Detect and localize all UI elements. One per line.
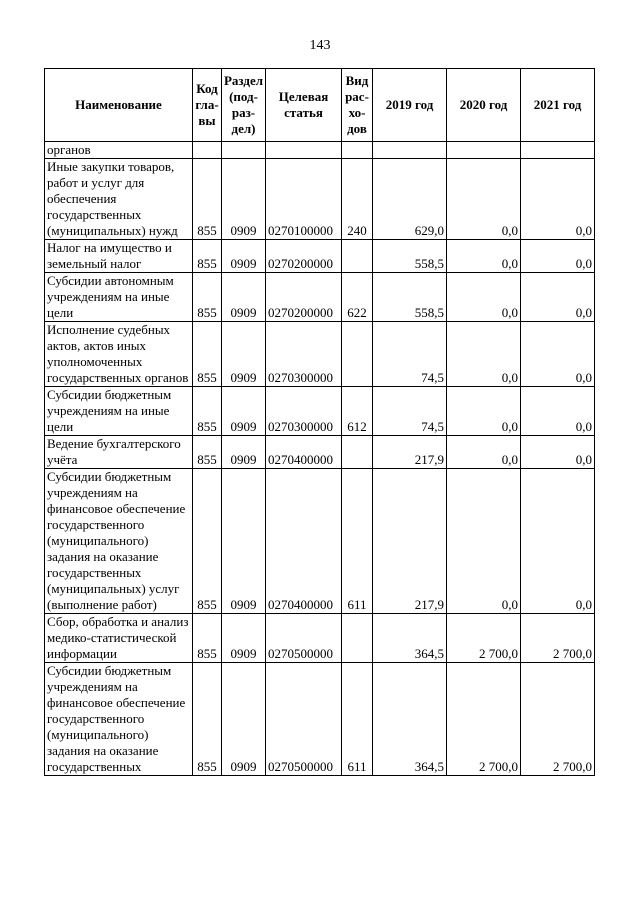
table-row xyxy=(45,387,595,436)
cell-2019: 364,5 xyxy=(373,614,447,663)
cell-2021: 0,0 xyxy=(521,159,595,240)
cell-section: 0909 xyxy=(222,273,266,322)
cell-name: Субсидии бюджетным учреждениям на иные цели xyxy=(45,387,193,436)
cell-name: Ведение бухгалтерского учёта xyxy=(45,436,193,469)
table-row xyxy=(45,663,595,776)
cell-vid: 622 xyxy=(342,273,373,322)
table-row xyxy=(45,240,595,273)
cell-code: 855 xyxy=(193,240,222,273)
cell-vid xyxy=(342,614,373,663)
cell-name: Иные закупки товаров, работ и услуг для обеспечения государственных (муниципальных) нужд xyxy=(45,159,193,240)
header-2019: 2019 год xyxy=(373,69,447,142)
cell-2020 xyxy=(447,142,521,159)
table-row xyxy=(45,322,595,387)
cell-section: 0909 xyxy=(222,322,266,387)
cell-code: 855 xyxy=(193,614,222,663)
table-row xyxy=(45,159,595,240)
cell-code: 855 xyxy=(193,387,222,436)
cell-vid xyxy=(342,322,373,387)
page-number: 143 xyxy=(309,38,331,53)
cell-2020: 0,0 xyxy=(447,387,521,436)
cell-2021: 0,0 xyxy=(521,469,595,614)
cell-section: 0909 xyxy=(222,387,266,436)
cell-target: 0270300000 xyxy=(266,322,342,387)
cell-2020: 0,0 xyxy=(447,159,521,240)
header-code: Код гла- вы xyxy=(193,69,222,142)
table-row xyxy=(45,614,595,663)
table-row xyxy=(45,142,595,159)
table-row xyxy=(45,469,595,614)
cell-vid xyxy=(342,436,373,469)
cell-2019: 558,5 xyxy=(373,240,447,273)
header-vid: Вид рас- хо- дов xyxy=(342,69,373,142)
cell-target: 0270300000 xyxy=(266,387,342,436)
cell-2019: 629,0 xyxy=(373,159,447,240)
cell-vid xyxy=(342,142,373,159)
cell-2019: 217,9 xyxy=(373,469,447,614)
cell-name: органов xyxy=(45,142,193,159)
cell-section: 0909 xyxy=(222,159,266,240)
table-row xyxy=(45,436,595,469)
header-2021: 2021 год xyxy=(521,69,595,142)
cell-section: 0909 xyxy=(222,614,266,663)
cell-code: 855 xyxy=(193,273,222,322)
cell-vid xyxy=(342,240,373,273)
cell-2020: 0,0 xyxy=(447,469,521,614)
cell-target: 0270400000 xyxy=(266,469,342,614)
cell-2020: 2 700,0 xyxy=(447,663,521,776)
cell-2020: 0,0 xyxy=(447,322,521,387)
cell-2020: 0,0 xyxy=(447,273,521,322)
cell-2019: 364,5 xyxy=(373,663,447,776)
cell-vid: 612 xyxy=(342,387,373,436)
cell-2021: 0,0 xyxy=(521,387,595,436)
cell-target: 0270200000 xyxy=(266,240,342,273)
cell-2021: 0,0 xyxy=(521,322,595,387)
cell-vid: 240 xyxy=(342,159,373,240)
cell-code: 855 xyxy=(193,159,222,240)
cell-2020: 2 700,0 xyxy=(447,614,521,663)
cell-target: 0270200000 xyxy=(266,273,342,322)
header-2020: 2020 год xyxy=(447,69,521,142)
cell-name: Субсидии бюджетным учреждениям на финансовое обеспечение государственного (муниципального) задания на оказание государственных xyxy=(45,663,193,776)
cell-code: 855 xyxy=(193,469,222,614)
cell-name: Сбор, обработка и анализ медико-статистической информации xyxy=(45,614,193,663)
header-name: Наименование xyxy=(45,69,193,142)
cell-target xyxy=(266,142,342,159)
header-section: Раздел (под- раз- дел) xyxy=(222,69,266,142)
cell-2021: 0,0 xyxy=(521,436,595,469)
cell-2021: 2 700,0 xyxy=(521,614,595,663)
cell-section: 0909 xyxy=(222,469,266,614)
cell-name: Налог на имущество и земельный налог xyxy=(45,240,193,273)
table-row xyxy=(45,273,595,322)
cell-2021: 2 700,0 xyxy=(521,663,595,776)
cell-section: 0909 xyxy=(222,240,266,273)
cell-section xyxy=(222,142,266,159)
cell-2019 xyxy=(373,142,447,159)
cell-name: Субсидии бюджетным учреждениям на финансовое обеспечение государственного (муниципального) задания на оказание государственных (муниципальных) услуг (выполнение работ) xyxy=(45,469,193,614)
cell-target: 0270100000 xyxy=(266,159,342,240)
cell-target: 0270400000 xyxy=(266,436,342,469)
cell-name: Субсидии автономным учреждениям на иные цели xyxy=(45,273,193,322)
cell-vid: 611 xyxy=(342,663,373,776)
header-target: Целевая статья xyxy=(266,69,342,142)
cell-2021: 0,0 xyxy=(521,273,595,322)
cell-code: 855 xyxy=(193,663,222,776)
cell-name: Исполнение судебных актов, актов иных уполномоченных государственных органов xyxy=(45,322,193,387)
cell-code: 855 xyxy=(193,436,222,469)
cell-2020: 0,0 xyxy=(447,240,521,273)
cell-target: 0270500000 xyxy=(266,614,342,663)
budget-table xyxy=(44,68,595,776)
cell-code: 855 xyxy=(193,322,222,387)
table-header-row xyxy=(45,69,595,142)
cell-target: 0270500000 xyxy=(266,663,342,776)
cell-code xyxy=(193,142,222,159)
cell-2019: 74,5 xyxy=(373,322,447,387)
cell-section: 0909 xyxy=(222,436,266,469)
cell-2019: 558,5 xyxy=(373,273,447,322)
cell-2021 xyxy=(521,142,595,159)
cell-section: 0909 xyxy=(222,663,266,776)
cell-2019: 217,9 xyxy=(373,436,447,469)
cell-vid: 611 xyxy=(342,469,373,614)
cell-2021: 0,0 xyxy=(521,240,595,273)
cell-2019: 74,5 xyxy=(373,387,447,436)
cell-2020: 0,0 xyxy=(447,436,521,469)
